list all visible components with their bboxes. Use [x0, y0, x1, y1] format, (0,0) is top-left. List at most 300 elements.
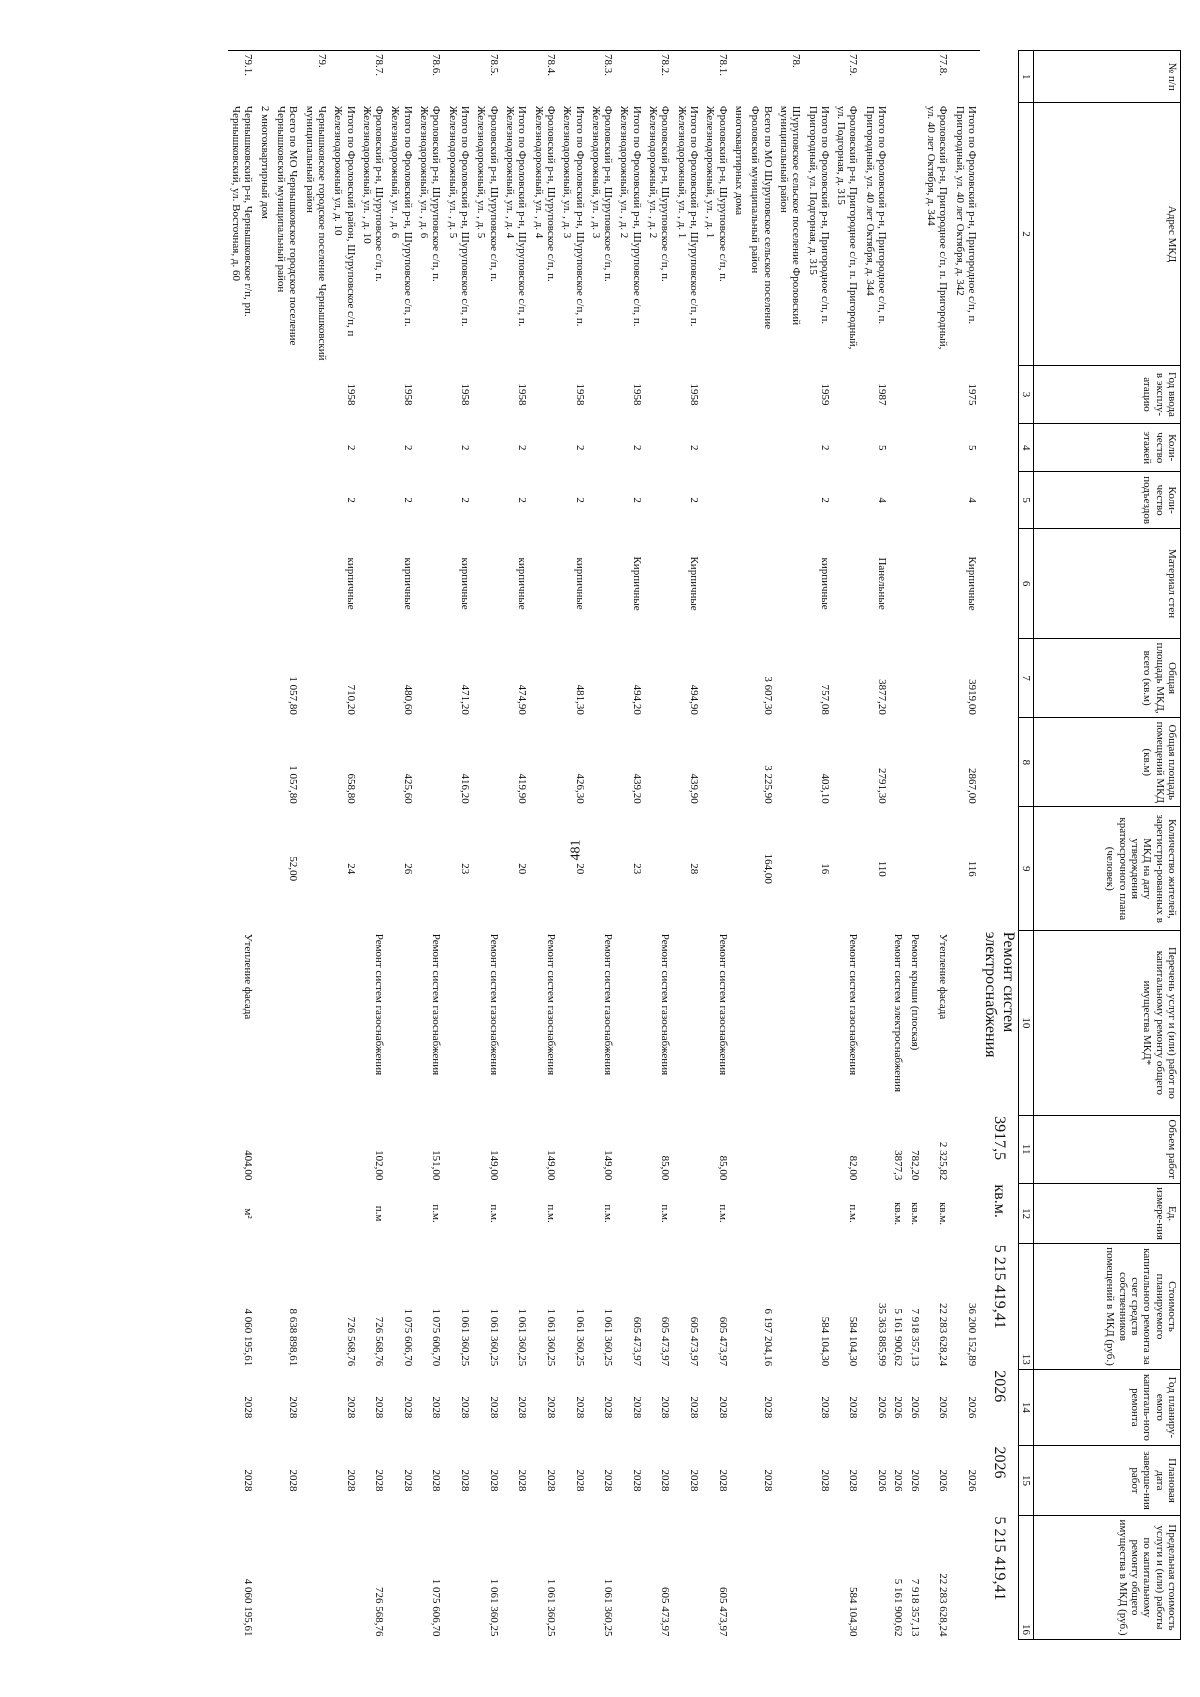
total-area: 1 057,80 [287, 676, 300, 715]
residents [906, 807, 922, 931]
total-area [228, 638, 257, 717]
row-number: 78.6. [416, 51, 445, 103]
completion-year: 2028 [573, 1469, 586, 1492]
total-area [906, 638, 922, 717]
year-built [906, 365, 922, 424]
premises-area: 2867,00 [966, 768, 978, 804]
table-row [301, 51, 330, 1640]
completion-year [776, 1446, 805, 1516]
total-area: 3919,00 [966, 679, 978, 715]
header-cell: Предельная стоимость услуги и (или) работы по капитальному ремонту общего имущества в МКД (руб.) [1034, 1515, 1181, 1639]
work-type: Ремонт систем газоснабжения [373, 933, 386, 1076]
entrances: 2 [688, 497, 701, 503]
unit [747, 1183, 776, 1243]
table-row [228, 51, 257, 1640]
max-cost: 726 568,76 [373, 1587, 386, 1637]
row-number [616, 51, 645, 103]
total-area [473, 638, 502, 717]
capital-repair-table [228, 50, 1181, 1640]
completion-year [731, 1446, 747, 1516]
table-row [702, 51, 731, 1640]
repair-year: 2026 [966, 1396, 978, 1419]
residents [702, 807, 731, 931]
address: Фроловский р-н, Шуруповское с/п, п. Железнодорожный, ул. , д. 10 [360, 105, 386, 282]
unit: п.м [373, 1205, 386, 1222]
completion-year: 2028 [818, 1469, 831, 1492]
floors [906, 424, 922, 472]
address: Итого по Фроловский р-н, Шуруповское с/п, п. Железнодорожный, ул. , д. 3 [561, 105, 586, 327]
floors: 5 [966, 444, 978, 451]
residents [473, 807, 502, 931]
residents: 28 [688, 863, 701, 875]
completion-year: 2026 [892, 1469, 905, 1492]
total-area: 757,08 [818, 684, 831, 715]
repair-year [731, 1369, 747, 1445]
header-cell: Общая площадь помещений МКД (кв.м) [1034, 718, 1181, 807]
address: Фроловский р-н, Шуруповское с/п, п. Железнодорожный, ул. , д. 3 [589, 105, 615, 282]
floors [890, 424, 906, 472]
table-row [951, 51, 980, 1640]
total-area: 471,20 [459, 684, 472, 715]
entrances: 2 [401, 497, 414, 503]
repair-year: 2028 [630, 1396, 643, 1419]
address: Итого по Фроловский район, Шуруповское с/п, п Железнодорожный ул, д. 10 [332, 105, 357, 337]
completion-year: 2026 [876, 1469, 889, 1492]
floors: 2 [344, 444, 357, 451]
year-built [416, 365, 445, 424]
completion-year: 2026 [937, 1469, 950, 1492]
completion-year: 2028 [242, 1469, 255, 1492]
work-volume: 149,00 [602, 1150, 615, 1181]
repair-cost: 5 215 419,41 [991, 1244, 1008, 1329]
page-number: 481 [568, 839, 584, 861]
premises-area [473, 718, 502, 807]
residents: 26 [401, 863, 414, 875]
entrances [747, 472, 776, 529]
repair-year: 2026 [892, 1396, 905, 1419]
column-number: 3 [1019, 365, 1034, 424]
address: многоквартирных дома [733, 105, 745, 216]
table-row [776, 51, 805, 1640]
repair-cost: 1 061 360,25 [544, 1308, 557, 1367]
residents: 116 [966, 860, 978, 877]
repair-cost: 22 283 628,24 [937, 1303, 950, 1367]
floors [473, 424, 502, 472]
column-number: 10 [1019, 931, 1034, 1115]
address: Фроловский р-н, Шуруповское с/п, п. Железнодорожный, ул. , д. 5 [475, 105, 500, 282]
year-built: 1958 [630, 383, 643, 406]
wall-material: Кирпичные [630, 556, 643, 611]
row-number [387, 51, 416, 103]
max-cost [776, 1515, 805, 1639]
repair-cost: 605 473,97 [659, 1316, 672, 1367]
row-number: 78.4. [530, 51, 559, 103]
floors: 2 [401, 444, 414, 451]
year-built [923, 365, 952, 424]
column-number: 7 [1019, 638, 1034, 717]
max-cost [804, 1515, 833, 1639]
row-number: 77.8. [923, 51, 952, 103]
year-built: 1958 [344, 383, 357, 406]
repair-cost: 726 568,76 [373, 1316, 386, 1367]
work-volume [330, 1115, 359, 1183]
completion-year: 2028 [716, 1469, 729, 1492]
table-row [273, 51, 302, 1640]
table-row [256, 51, 272, 1640]
year-built [890, 365, 906, 424]
unit [444, 1183, 473, 1243]
table-row [747, 51, 776, 1640]
work-volume: 102,00 [373, 1150, 386, 1181]
work-volume: 149,00 [487, 1150, 500, 1181]
address: Итого по Фроловский р-н, Шуруповское с/п, п. Железнодорожный, ул. , д. 5 [446, 105, 472, 327]
work-type [559, 931, 588, 1115]
max-cost [747, 1515, 776, 1639]
entrances [588, 472, 617, 529]
residents: 23 [630, 863, 643, 875]
address: Итого по Фроловский р-н, Шуруповское с/п, п. Железнодорожный, ул. , д. 2 [618, 105, 643, 327]
work-volume [616, 1115, 645, 1183]
premises-area [301, 718, 330, 807]
entrances [702, 472, 731, 529]
residents: 110 [876, 860, 889, 877]
work-type: Ремонт систем газоснабжения [716, 933, 729, 1076]
repair-cost: 584 104,30 [818, 1316, 831, 1367]
year-built [747, 365, 776, 424]
repair-cost: 4 060 195,61 [242, 1308, 255, 1367]
entrances [833, 472, 862, 529]
address: Чернышковский р-н, Чернышковское г/п, рп. Чернышковский, ул. Восточная, д. 60 [230, 105, 255, 317]
premises-area [530, 718, 559, 807]
repair-year: 2028 [430, 1396, 443, 1419]
table-row [890, 51, 906, 1640]
residents [416, 807, 445, 931]
max-cost: 7 918 357,13 [908, 1578, 921, 1637]
floors [530, 424, 559, 472]
premises-area [906, 718, 922, 807]
floors [416, 424, 445, 472]
repair-cost: 35 363 885,99 [876, 1303, 889, 1367]
address: Итого по Фроловский р-н, Шуруповское с/п, п. Железнодорожный, ул. , д. 4 [504, 105, 529, 327]
entrances [923, 472, 952, 529]
repair-year: 2026 [991, 1370, 1008, 1403]
max-cost [862, 1515, 891, 1639]
premises-area: 419,90 [516, 773, 529, 804]
repair-year: 2028 [287, 1396, 300, 1419]
table-row [588, 51, 617, 1640]
year-built: 1958 [401, 383, 414, 406]
header-cell: Общая площадь МКД, всего (кв.м) [1034, 638, 1181, 717]
row-number: 78.2. [645, 51, 674, 103]
premises-area [588, 718, 617, 807]
total-area: 474,90 [516, 684, 529, 715]
repair-year: 2028 [602, 1396, 615, 1419]
premises-area: 1 057,80 [287, 765, 300, 804]
max-cost [256, 1515, 272, 1639]
work-type [301, 931, 330, 1115]
work-type [951, 931, 980, 1115]
residents: 16 [818, 863, 831, 875]
repair-year: 2026 [908, 1396, 921, 1419]
premises-area [645, 718, 674, 807]
address: Фроловский р-н, Шуруповское с/п, п. Железнодорожный, ул. , д. 6 [418, 105, 443, 282]
table-row [473, 51, 502, 1640]
wall-material [906, 529, 922, 639]
work-volume [747, 1115, 776, 1183]
repair-cost [256, 1244, 272, 1370]
address: Фроловский р-н, Шуруповское с/п, п. Железнодорожный, ул. , д. 1 [704, 105, 729, 282]
residents [301, 807, 330, 931]
repair-cost: 726 568,76 [344, 1316, 357, 1367]
work-type: Ремонт систем газоснабжения [602, 933, 615, 1076]
row-number: 79.1. [228, 51, 257, 103]
total-area: 494,20 [630, 684, 643, 715]
unit [502, 1183, 531, 1243]
row-number [673, 51, 702, 103]
entrances [256, 472, 272, 529]
residents [228, 807, 257, 931]
repair-year: 2028 [544, 1396, 557, 1419]
repair-cost: 7 918 357,13 [908, 1308, 921, 1367]
address: Итого по Фроловский р-н, Шуруповское с/п, п. Железнодорожный, ул. , д. 6 [389, 105, 414, 327]
wall-material: Кирпичные [688, 556, 701, 611]
entrances [776, 472, 805, 529]
repair-year: 2026 [937, 1396, 950, 1419]
address: Всего по МО Чернышковское городское поселение Чернышковский муниципальный район [275, 105, 300, 346]
completion-year: 2028 [287, 1469, 300, 1492]
work-type [804, 931, 833, 1115]
total-area [530, 638, 559, 717]
completion-year: 2028 [544, 1469, 557, 1492]
row-number [502, 51, 531, 103]
repair-year: 2028 [401, 1396, 414, 1419]
table-row [673, 51, 702, 1640]
rotated-table-container [51, 50, 1181, 1640]
wall-material [747, 529, 776, 639]
header-row [1034, 51, 1181, 1640]
repair-cost: 1 061 360,25 [602, 1308, 615, 1367]
work-type: Ремонт систем газоснабжения [659, 933, 672, 1076]
column-number: 5 [1019, 472, 1034, 529]
unit [673, 1183, 702, 1243]
floors [833, 424, 862, 472]
wall-material [776, 529, 805, 639]
premises-area [731, 718, 747, 807]
repair-cost: 584 104,30 [847, 1316, 860, 1367]
row-number [256, 51, 272, 103]
max-cost: 5 215 419,41 [991, 1516, 1008, 1601]
max-cost [444, 1515, 473, 1639]
total-area [256, 638, 272, 717]
total-area [588, 638, 617, 717]
premises-area: 2791,30 [876, 768, 889, 804]
year-built: 1958 [573, 383, 586, 406]
completion-year: 2028 [630, 1469, 643, 1492]
floors [273, 424, 302, 472]
floors [731, 424, 747, 472]
completion-year: 2028 [602, 1469, 615, 1492]
residents [923, 807, 952, 931]
row-number [731, 51, 747, 103]
header-cell: Год ввода в эксплу-атацию [1034, 365, 1181, 424]
work-volume [502, 1115, 531, 1183]
premises-area [416, 718, 445, 807]
wall-material [833, 529, 862, 639]
entrances [645, 472, 674, 529]
table-row [330, 51, 359, 1640]
year-built [588, 365, 617, 424]
floors [588, 424, 617, 472]
unit [776, 1183, 805, 1243]
year-built: 1959 [818, 383, 831, 406]
year-built [273, 365, 302, 424]
year-built [530, 365, 559, 424]
address: Итого по Фроловский р-н, Пригородное с/п, п. Пригородный, ул. Подгорная, д. 315 [806, 105, 831, 325]
table-row [416, 51, 445, 1640]
total-area: 3877,20 [876, 679, 889, 715]
unit: м² [242, 1208, 255, 1219]
column-number: 14 [1019, 1369, 1034, 1445]
work-type: Утепление фасада [242, 933, 255, 1020]
header-cell: Перечень услуг и (или) работ по капитальному ремонту общего имущества МКД* [1034, 931, 1181, 1115]
header-cell: Коли-чество подъездов [1034, 472, 1181, 529]
premises-area: 439,20 [630, 773, 643, 804]
wall-material [645, 529, 674, 639]
year-built [702, 365, 731, 424]
floors: 2 [688, 444, 701, 451]
wall-material [359, 529, 388, 639]
max-cost: 1 061 360,25 [544, 1578, 557, 1637]
work-volume [731, 1115, 747, 1183]
year-built [833, 365, 862, 424]
address: Всего по МО Шуруповское сельское поселение Фроловский муниципальный район [749, 105, 774, 330]
row-number [747, 51, 776, 103]
unit [731, 1183, 747, 1243]
column-number: 9 [1019, 807, 1034, 931]
entrances [301, 472, 330, 529]
entrances [416, 472, 445, 529]
floors: 2 [459, 444, 472, 451]
table-row [906, 51, 922, 1640]
completion-year: 2028 [344, 1469, 357, 1492]
year-built [228, 365, 257, 424]
completion-year: 2028 [659, 1469, 672, 1492]
max-cost: 605 473,97 [716, 1587, 729, 1637]
unit [330, 1183, 359, 1243]
floors: 2 [818, 444, 831, 451]
table-row [359, 51, 388, 1640]
work-type [731, 931, 747, 1115]
premises-area [776, 718, 805, 807]
completion-year: 2026 [991, 1446, 1008, 1479]
work-volume: 3877,3 [892, 1150, 905, 1181]
wall-material: кирпичные [573, 557, 586, 610]
floors: 5 [876, 444, 889, 451]
work-volume: 149,00 [544, 1150, 557, 1181]
year-built: 1975 [966, 383, 978, 406]
entrances: 2 [516, 497, 529, 503]
unit: кв.м. [937, 1202, 950, 1226]
year-built [473, 365, 502, 424]
work-type [256, 931, 272, 1115]
work-volume: 85,00 [716, 1155, 729, 1181]
repair-cost: 6 197 204,16 [761, 1308, 774, 1367]
unit: кв.м. [991, 1184, 1008, 1218]
repair-year: 2028 [659, 1396, 672, 1419]
residents: 20 [516, 863, 529, 875]
premises-area: 416,20 [459, 773, 472, 804]
wall-material [702, 529, 731, 639]
repair-year: 2028 [344, 1396, 357, 1419]
work-volume [444, 1115, 473, 1183]
max-cost [731, 1515, 747, 1639]
work-type [273, 931, 302, 1115]
work-volume: 82,00 [847, 1155, 860, 1181]
premises-area: 658,80 [344, 773, 357, 804]
total-area [416, 638, 445, 717]
unit [616, 1183, 645, 1243]
wall-material [416, 529, 445, 639]
entrances: 2 [818, 497, 831, 503]
year-built [776, 365, 805, 424]
repair-year: 2028 [716, 1396, 729, 1419]
completion-year: 2028 [401, 1469, 414, 1492]
residents [588, 807, 617, 931]
residents: 52,00 [287, 856, 300, 882]
entrances: 2 [459, 497, 472, 503]
work-volume [301, 1115, 330, 1183]
header-cell: Ед. измере-ния [1034, 1183, 1181, 1243]
repair-year: 2028 [761, 1396, 774, 1419]
max-cost: 584 104,30 [847, 1587, 860, 1637]
repair-cost [301, 1244, 330, 1370]
row-number: 78.3. [588, 51, 617, 103]
wall-material [731, 529, 747, 639]
unit [387, 1183, 416, 1243]
residents [890, 807, 906, 931]
repair-cost: 1 061 360,25 [516, 1308, 529, 1367]
address [906, 103, 922, 365]
row-number [951, 51, 980, 103]
address: Шуруповское сельское поселение Фроловский муниципальный район [777, 105, 803, 326]
max-cost [951, 1515, 980, 1639]
floors [228, 424, 257, 472]
floors [923, 424, 952, 472]
premises-area [359, 718, 388, 807]
entrances [359, 472, 388, 529]
table-row [862, 51, 891, 1640]
floors [359, 424, 388, 472]
residents [776, 807, 805, 931]
completion-year: 2028 [487, 1469, 500, 1492]
work-type: Ремонт систем электроснабжения [982, 931, 1017, 1058]
repair-cost: 605 473,97 [716, 1316, 729, 1367]
entrances [228, 472, 257, 529]
repair-cost: 1 075 606,70 [430, 1308, 443, 1367]
work-volume: 3917,5 [991, 1116, 1008, 1161]
max-cost [387, 1515, 416, 1639]
completion-year: 2026 [966, 1469, 978, 1492]
column-number-row [1019, 51, 1034, 1640]
repair-year: 2028 [459, 1396, 472, 1419]
year-built: 1987 [876, 383, 889, 406]
year-built [359, 365, 388, 424]
max-cost [673, 1515, 702, 1639]
table-row [444, 51, 473, 1640]
unit: п.м. [716, 1204, 729, 1223]
premises-area [702, 718, 731, 807]
max-cost: 1 061 360,25 [602, 1578, 615, 1637]
